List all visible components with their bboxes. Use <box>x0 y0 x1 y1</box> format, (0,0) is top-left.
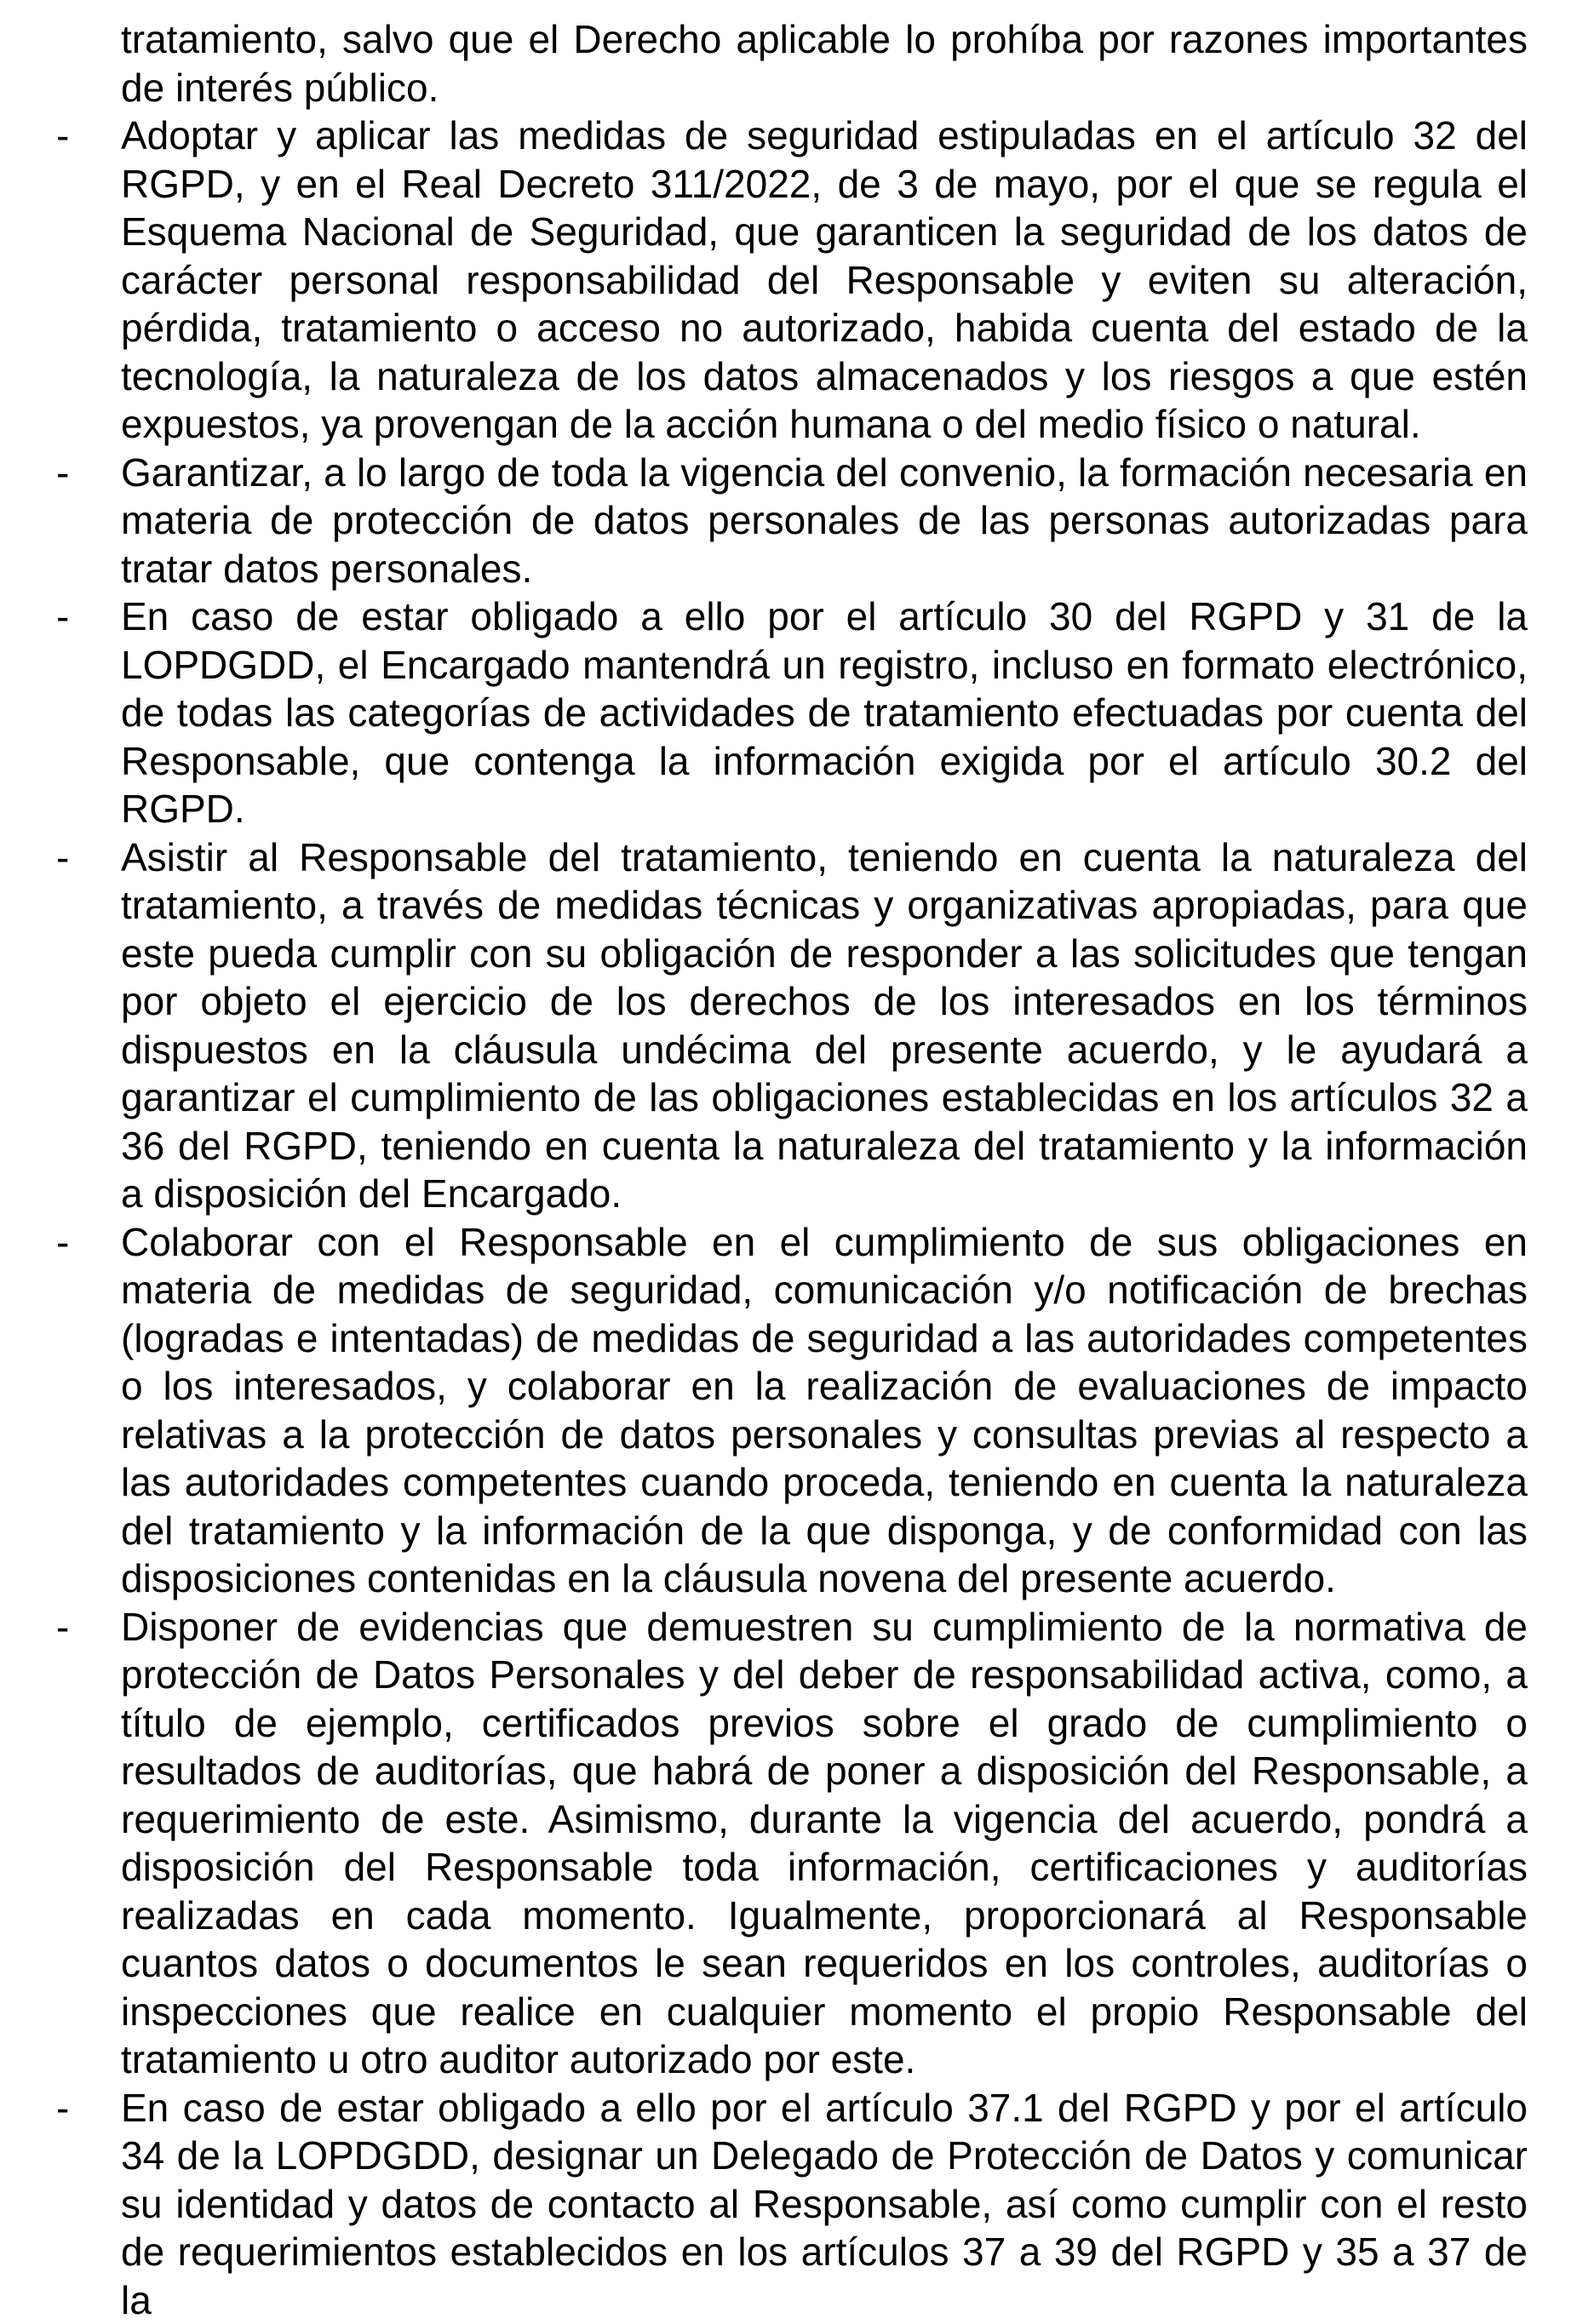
list-item-text: Adoptar y aplicar las medidas de seguridad estipuladas en el artículo 32 del RGPD, y en el Real Decreto 311/2022, de 3 de mayo, por el que se regula el Esquema Nacional de Seguridad, que garanticen la seguridad de los datos de carácter personal responsabilidad del Responsable y eviten su alteración, pérdida, tratamiento o acceso no autorizado, habida cuenta del estado de la tecnología, la naturaleza de los datos almacenados y los riesgos a que estén expuestos, ya provengan de la acción humana o del medio físico o natural. <box>121 112 1528 449</box>
list-item-text: En caso de estar obligado a ello por el artículo 37.1 del RGPD y por el artículo 34 de la LOPDGDD, designar un Delegado de Protección de Datos y comunicar su identidad y datos de contacto al Responsable, así como cumplir con el resto de requerimientos establecidos en los artículos 37 a 39 del RGPD y 35 a 37 de la <box>121 2084 1528 2324</box>
list-item <box>0 592 1594 833</box>
bullet-dash: - <box>56 449 90 497</box>
list-item-text: Asistir al Responsable del tratamiento, teniendo en cuenta la naturaleza del tratamiento, a través de medidas técnicas y organizativas apropiadas, para que este pueda cumplir con su obligación de responder a las solicitudes que tengan por objeto el ejercicio de los derechos de los interesados en los términos dispuestos en la cláusula undécima del presente acuerdo, y le ayudará a garantizar el cumplimiento de las obligaciones establecidas en los artículos 32 a 36 del RGPD, teniendo en cuenta la naturaleza del tratamiento y la información a disposición del Encargado. <box>121 833 1528 1218</box>
bullet-dash: - <box>56 1603 90 1651</box>
bullet-dash: - <box>56 2084 90 2132</box>
bullet-dash: - <box>56 592 90 641</box>
list-item <box>0 449 1594 593</box>
obligations-list <box>0 112 1594 2324</box>
list-item <box>0 112 1594 449</box>
bullet-dash: - <box>56 833 90 882</box>
bullet-dash: - <box>56 1218 90 1267</box>
list-item <box>0 1218 1594 1603</box>
list-item <box>0 833 1594 1218</box>
list-item <box>0 1603 1594 2084</box>
list-item-text: Garantizar, a lo largo de toda la vigencia del convenio, la formación necesaria en materia de protección de datos personales de las personas autorizadas para tratar datos personales. <box>121 449 1528 593</box>
list-item <box>0 2084 1594 2324</box>
list-item-text: Disponer de evidencias que demuestren su cumplimiento de la normativa de protección de Datos Personales y del deber de responsabilidad activa, como, a título de ejemplo, certificados previos sobre el grado de cumplimiento o resultados de auditorías, que habrá de poner a disposición del Responsable, a requerimiento de este. Asimismo, durante la vigencia del acuerdo, pondrá a disposición del Responsable toda información, certificaciones y auditorías realizadas en cada momento. Igualmente, proporcionará al Responsable cuantos datos o documentos le sean requeridos en los controles, auditorías o inspecciones que realice en cualquier momento el propio Responsable del tratamiento u otro auditor autorizado por este. <box>121 1603 1528 2084</box>
list-item-text: Colaborar con el Responsable en el cumplimiento de sus obligaciones en materia de medidas de seguridad, comunicación y/o notificación de brechas (logradas e intentadas) de medidas de seguridad a las autoridades competentes o los interesados, y colaborar en la realización de evaluaciones de impacto relativas a la protección de datos personales y consultas previas al respecto a las autoridades competentes cuando proceda, teniendo en cuenta la naturaleza del tratamiento y la información de la que disponga, y de conformidad con las disposiciones contenidas en la cláusula novena del presente acuerdo. <box>121 1218 1528 1603</box>
list-item-text: En caso de estar obligado a ello por el artículo 30 del RGPD y 31 de la LOPDGDD, el Encargado mantendrá un registro, incluso en formato electrónico, de todas las categorías de actividades de tratamiento efectuadas por cuenta del Responsable, que contenga la información exigida por el artículo 30.2 del RGPD. <box>121 592 1528 833</box>
continuation-paragraph: tratamiento, salvo que el Derecho aplicable lo prohíba por razones importantes de interés público. <box>121 15 1528 112</box>
bullet-dash: - <box>56 112 90 160</box>
